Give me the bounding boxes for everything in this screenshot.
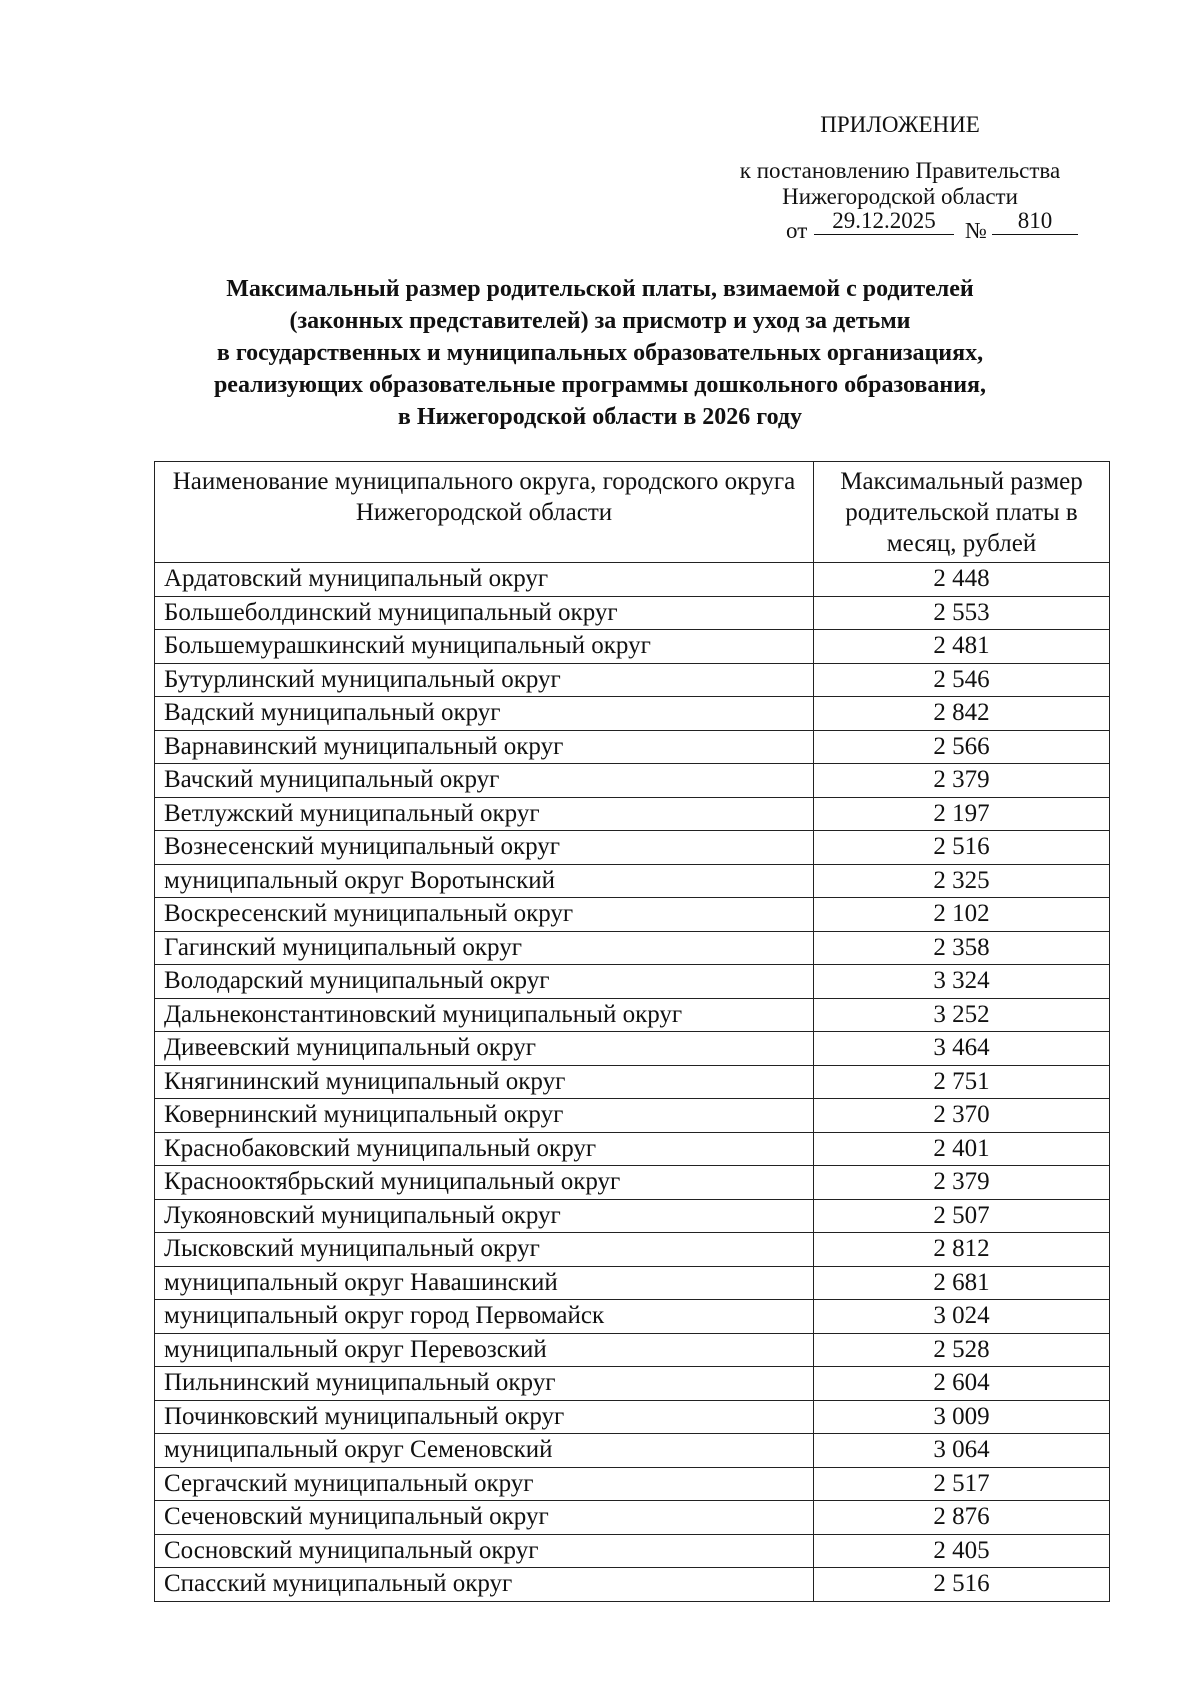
table-row bbox=[155, 1467, 1110, 1501]
heading-line: (законных представителей) за присмотр и уход за детьми bbox=[289, 308, 911, 334]
municipality-name: Спасский муниципальный округ bbox=[155, 1568, 814, 1602]
heading-line: реализующих образовательные программы дошкольного образования, bbox=[213, 372, 987, 398]
municipality-name: Сергачский муниципальный округ bbox=[155, 1467, 814, 1501]
max-fee-value: 2 358 bbox=[814, 931, 1110, 965]
table-row bbox=[155, 831, 1110, 865]
annex-number: 810 bbox=[992, 208, 1078, 235]
max-fee-value: 2 517 bbox=[814, 1467, 1110, 1501]
max-fee-value: 2 751 bbox=[814, 1065, 1110, 1099]
table-row bbox=[155, 1032, 1110, 1066]
municipality-name: Сеченовский муниципальный округ bbox=[155, 1501, 814, 1535]
heading-line: Максимальный размер родительской платы, взимаемой с родителей bbox=[226, 276, 974, 302]
table-row bbox=[155, 596, 1110, 630]
max-fee-value: 3 324 bbox=[814, 965, 1110, 999]
municipality-name: Починковский муниципальный округ bbox=[155, 1400, 814, 1434]
max-fee-value: 3 464 bbox=[814, 1032, 1110, 1066]
municipality-name: муниципальный округ Воротынский bbox=[155, 864, 814, 898]
max-fee-value: 2 405 bbox=[814, 1534, 1110, 1568]
table-row bbox=[155, 1099, 1110, 1133]
annex-number-sign: № bbox=[965, 218, 987, 243]
max-fee-value: 2 401 bbox=[814, 1132, 1110, 1166]
table-row bbox=[155, 630, 1110, 664]
annex-region-line: Нижегородской области bbox=[782, 184, 1018, 209]
max-fee-value: 2 528 bbox=[814, 1333, 1110, 1367]
municipality-name: Большемурашкинский муниципальный округ bbox=[155, 630, 814, 664]
municipality-name: Лукояновский муниципальный округ bbox=[155, 1199, 814, 1233]
municipality-name: Вознесенский муниципальный округ bbox=[155, 831, 814, 865]
max-fee-value: 3 009 bbox=[814, 1400, 1110, 1434]
municipality-name: муниципальный округ Навашинский bbox=[155, 1266, 814, 1300]
municipality-name: Большеболдинский муниципальный округ bbox=[155, 596, 814, 630]
table-body bbox=[155, 563, 1110, 1602]
table-row bbox=[155, 730, 1110, 764]
max-fee-value: 2 516 bbox=[814, 831, 1110, 865]
municipality-name: Воскресенский муниципальный округ bbox=[155, 898, 814, 932]
max-fee-value: 2 370 bbox=[814, 1099, 1110, 1133]
max-fee-value: 2 448 bbox=[814, 563, 1110, 597]
table-row bbox=[155, 864, 1110, 898]
max-fee-value: 2 507 bbox=[814, 1199, 1110, 1233]
municipality-name: Краснобаковский муниципальный округ bbox=[155, 1132, 814, 1166]
municipality-name: Бутурлинский муниципальный округ bbox=[155, 663, 814, 697]
municipality-name: Дальнеконстантиновский муниципальный округ bbox=[155, 998, 814, 1032]
table-row bbox=[155, 998, 1110, 1032]
table-row bbox=[155, 1199, 1110, 1233]
max-fee-value: 2 876 bbox=[814, 1501, 1110, 1535]
municipality-name: Ветлужский муниципальный округ bbox=[155, 797, 814, 831]
municipality-name: муниципальный округ Семеновский bbox=[155, 1434, 814, 1468]
table-row bbox=[155, 764, 1110, 798]
annex-date: 29.12.2025 bbox=[814, 208, 954, 235]
heading-line: в Нижегородской области в 2026 году bbox=[397, 404, 803, 430]
table-row bbox=[155, 1568, 1110, 1602]
municipality-name: Вадский муниципальный округ bbox=[155, 697, 814, 731]
table-row bbox=[155, 1400, 1110, 1434]
municipality-name: Княгининский муниципальный округ bbox=[155, 1065, 814, 1099]
max-fee-value: 3 024 bbox=[814, 1300, 1110, 1334]
annex-from-label: от bbox=[786, 218, 808, 243]
table-row bbox=[155, 1166, 1110, 1200]
municipality-name: Варнавинский муниципальный округ bbox=[155, 730, 814, 764]
max-fee-value: 2 604 bbox=[814, 1367, 1110, 1401]
municipality-name: Ковернинский муниципальный округ bbox=[155, 1099, 814, 1133]
fees-table bbox=[154, 461, 1110, 1602]
table-row bbox=[155, 1501, 1110, 1535]
table-row bbox=[155, 697, 1110, 731]
max-fee-value: 2 681 bbox=[814, 1266, 1110, 1300]
table-row bbox=[155, 965, 1110, 999]
table-header-row bbox=[155, 462, 1110, 563]
max-fee-value: 2 379 bbox=[814, 1166, 1110, 1200]
max-fee-value: 2 516 bbox=[814, 1568, 1110, 1602]
header-max-fee: Максимальный размер родительской платы в месяц, рублей bbox=[814, 462, 1110, 563]
table-row bbox=[155, 1233, 1110, 1267]
table-row bbox=[155, 1333, 1110, 1367]
document-heading bbox=[140, 273, 1060, 433]
max-fee-value: 2 566 bbox=[814, 730, 1110, 764]
max-fee-value: 2 197 bbox=[814, 797, 1110, 831]
municipality-name: Сосновский муниципальный округ bbox=[155, 1534, 814, 1568]
max-fee-value: 3 064 bbox=[814, 1434, 1110, 1468]
municipality-name: Краснооктябрьский муниципальный округ bbox=[155, 1166, 814, 1200]
table-row bbox=[155, 1266, 1110, 1300]
max-fee-value: 2 481 bbox=[814, 630, 1110, 664]
municipality-name: Вачский муниципальный округ bbox=[155, 764, 814, 798]
table-row bbox=[155, 1132, 1110, 1166]
municipality-name: муниципальный округ город Первомайск bbox=[155, 1300, 814, 1334]
table-row bbox=[155, 1367, 1110, 1401]
table-row bbox=[155, 663, 1110, 697]
table-row bbox=[155, 1534, 1110, 1568]
max-fee-value: 2 842 bbox=[814, 697, 1110, 731]
table-row bbox=[155, 898, 1110, 932]
municipality-name: Дивеевский муниципальный округ bbox=[155, 1032, 814, 1066]
table-row bbox=[155, 1300, 1110, 1334]
table-row bbox=[155, 797, 1110, 831]
max-fee-value: 2 379 bbox=[814, 764, 1110, 798]
max-fee-value: 2 325 bbox=[814, 864, 1110, 898]
municipality-name: Гагинский муниципальный округ bbox=[155, 931, 814, 965]
max-fee-value: 2 812 bbox=[814, 1233, 1110, 1267]
annex-resolution-line: к постановлению Правительства bbox=[739, 158, 1061, 183]
annex-title: ПРИЛОЖЕНИЕ bbox=[820, 112, 980, 137]
table-row bbox=[155, 563, 1110, 597]
municipality-name: Пильнинский муниципальный округ bbox=[155, 1367, 814, 1401]
max-fee-value: 2 553 bbox=[814, 596, 1110, 630]
municipality-name: Ардатовский муниципальный округ bbox=[155, 563, 814, 597]
municipality-name: муниципальный округ Перевозский bbox=[155, 1333, 814, 1367]
max-fee-value: 3 252 bbox=[814, 998, 1110, 1032]
heading-line: в государственных и муниципальных образовательных организациях, bbox=[216, 340, 984, 366]
table-row bbox=[155, 1065, 1110, 1099]
header-municipality: Наименование муниципального округа, городского округа Нижегородской области bbox=[155, 462, 814, 563]
table-row bbox=[155, 1434, 1110, 1468]
max-fee-value: 2 546 bbox=[814, 663, 1110, 697]
municipality-name: Лысковский муниципальный округ bbox=[155, 1233, 814, 1267]
table-row bbox=[155, 931, 1110, 965]
municipality-name: Володарский муниципальный округ bbox=[155, 965, 814, 999]
max-fee-value: 2 102 bbox=[814, 898, 1110, 932]
